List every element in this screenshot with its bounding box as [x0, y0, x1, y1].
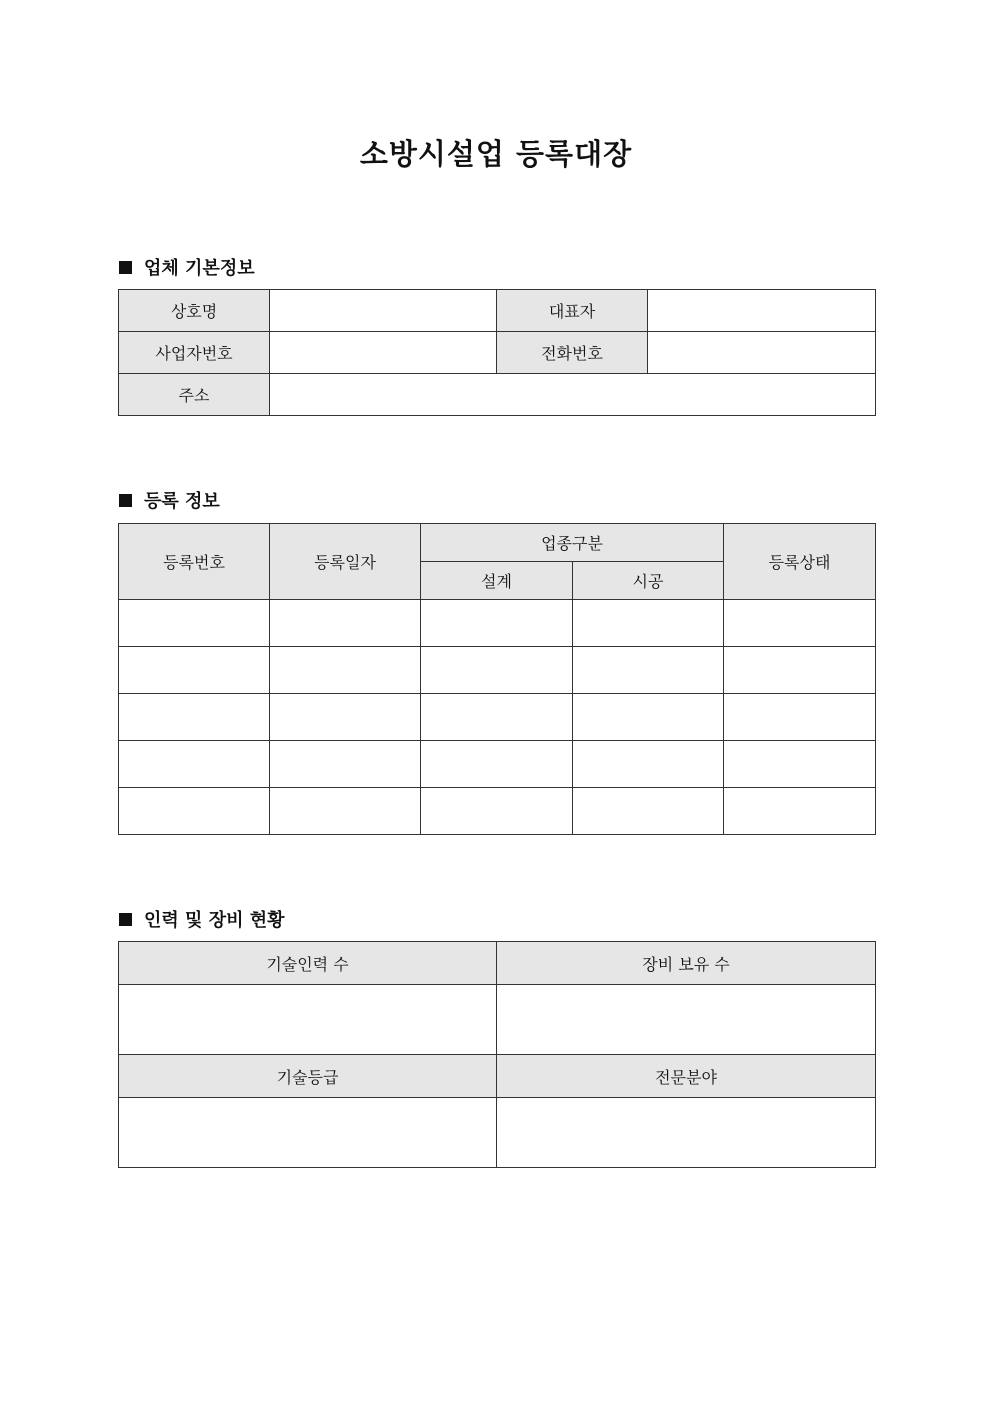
section-heading-resources [119, 906, 285, 932]
table-cell[interactable] [421, 741, 573, 788]
table-cell[interactable] [724, 741, 876, 788]
tech-grade-field[interactable] [119, 1098, 497, 1168]
design-header: 설계 [421, 562, 573, 600]
tech-grade-label: 기술등급 [119, 1055, 497, 1098]
address-label: 주소 [119, 374, 270, 416]
section-heading-text: 인력 및 장비 현황 [144, 910, 285, 931]
tech-staff-field[interactable] [119, 985, 497, 1055]
address-field[interactable] [270, 374, 876, 416]
table-cell[interactable] [421, 694, 573, 741]
table-cell[interactable] [270, 694, 421, 741]
table-cell[interactable] [724, 600, 876, 647]
table-cell[interactable] [270, 788, 421, 835]
table-cell[interactable] [421, 600, 573, 647]
tech-staff-label: 기술인력 수 [119, 942, 497, 985]
resources-table [118, 941, 876, 1168]
table-cell[interactable] [119, 647, 270, 694]
square-bullet-icon [119, 913, 132, 926]
table-row [119, 788, 876, 835]
table-row [119, 332, 876, 374]
section-heading-text: 업체 기본정보 [144, 258, 255, 279]
reg-number-header: 등록번호 [119, 524, 270, 600]
status-header: 등록상태 [724, 524, 876, 600]
table-cell[interactable] [119, 788, 270, 835]
table-row [119, 374, 876, 416]
reg-date-header: 등록일자 [270, 524, 421, 600]
square-bullet-icon [119, 494, 132, 507]
business-number-field[interactable] [270, 332, 497, 374]
representative-field[interactable] [648, 290, 876, 332]
table-cell[interactable] [119, 741, 270, 788]
square-bullet-icon [119, 261, 132, 274]
table-header-row [119, 942, 876, 985]
table-row [119, 741, 876, 788]
table-cell[interactable] [573, 741, 724, 788]
table-row [119, 694, 876, 741]
table-row [119, 600, 876, 647]
specialty-label: 전문분야 [497, 1055, 876, 1098]
phone-label: 전화번호 [497, 332, 648, 374]
table-row [119, 985, 876, 1055]
business-type-header: 업종구분 [421, 524, 724, 562]
basic-info-table [118, 289, 876, 416]
company-name-field[interactable] [270, 290, 497, 332]
table-cell[interactable] [724, 694, 876, 741]
representative-label: 대표자 [497, 290, 648, 332]
company-name-label: 상호명 [119, 290, 270, 332]
section-heading-registration [119, 487, 220, 513]
table-cell[interactable] [421, 647, 573, 694]
construction-header: 시공 [573, 562, 724, 600]
table-cell[interactable] [421, 788, 573, 835]
table-header-row [119, 1055, 876, 1098]
table-cell[interactable] [573, 647, 724, 694]
table-cell[interactable] [573, 600, 724, 647]
table-header-row [119, 524, 876, 562]
section-heading-basic [119, 254, 255, 280]
table-row [119, 647, 876, 694]
registration-table [118, 523, 876, 835]
equipment-label: 장비 보유 수 [497, 942, 876, 985]
table-cell[interactable] [270, 647, 421, 694]
equipment-field[interactable] [497, 985, 876, 1055]
business-number-label: 사업자번호 [119, 332, 270, 374]
table-cell[interactable] [270, 741, 421, 788]
table-cell[interactable] [270, 600, 421, 647]
table-row [119, 290, 876, 332]
table-cell[interactable] [119, 694, 270, 741]
table-cell[interactable] [724, 788, 876, 835]
specialty-field[interactable] [497, 1098, 876, 1168]
table-cell[interactable] [119, 600, 270, 647]
table-cell[interactable] [573, 788, 724, 835]
section-heading-text: 등록 정보 [144, 491, 220, 512]
page-title: 소방시설업 등록대장 [359, 137, 633, 171]
table-row [119, 1098, 876, 1168]
table-cell[interactable] [724, 647, 876, 694]
table-cell[interactable] [573, 694, 724, 741]
phone-field[interactable] [648, 332, 876, 374]
